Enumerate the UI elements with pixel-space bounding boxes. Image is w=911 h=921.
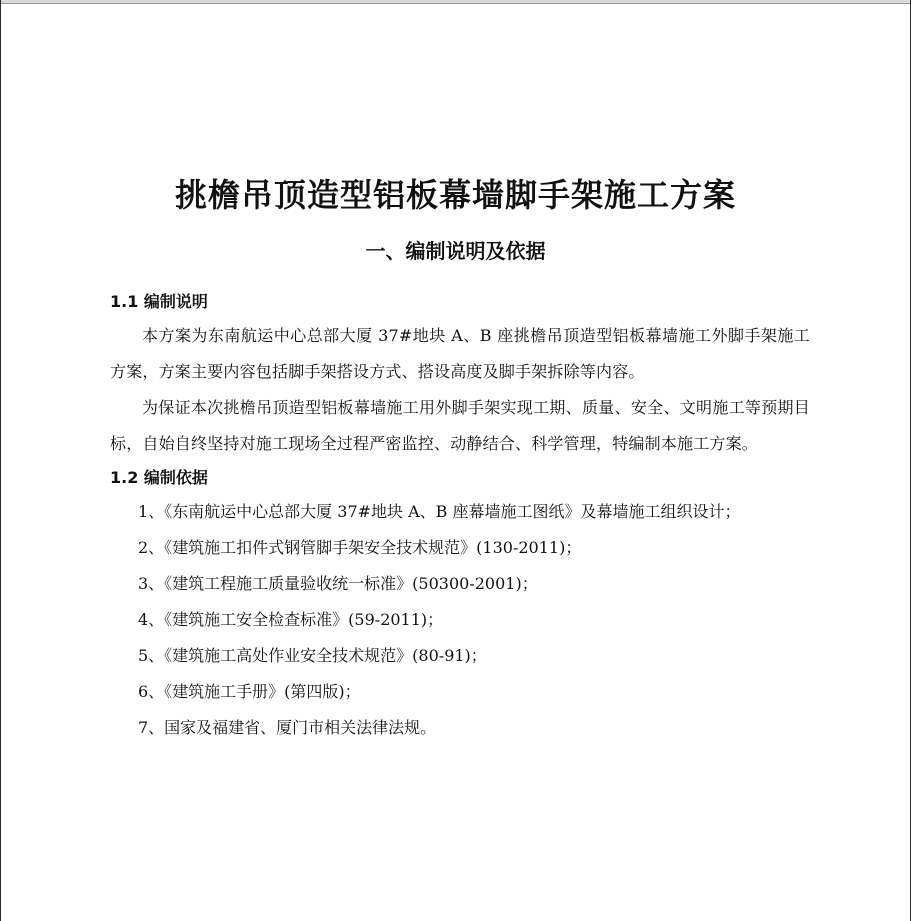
section-heading: 一、编制说明及依据 <box>365 239 546 263</box>
list-item: 2、《建筑施工扣件式钢管脚手架安全技术规范》(130-2011)； <box>138 538 582 557</box>
list-item: 4、《建筑施工安全检查标准》(59-2011)； <box>138 610 444 629</box>
paragraph: 为保证本次挑檐吊顶造型铝板幕墙施工用外脚手架实现工期、质量、安全、文明施工等预期目标，自始自终坚持对施工现场全过程严密监控、动静结合、科学管理，特编制本施工方案。 <box>110 398 810 453</box>
subheading-1-1: 1.1 编制说明 <box>110 292 208 311</box>
document-title: 挑檐吊顶造型铝板幕墙脚手架施工方案 <box>174 176 736 214</box>
list-item: 5、《建筑施工高处作业安全技术规范》(80-91)； <box>138 646 487 665</box>
list-item: 1、《东南航运中心总部大厦 37#地块 A、B 座幕墙施工图纸》及幕墙施工组织设计； <box>138 502 741 521</box>
document-body <box>110 286 810 746</box>
basis-list <box>110 494 810 746</box>
list-item: 3、《建筑工程施工质量验收统一标准》(50300-2001)； <box>138 574 538 593</box>
subheading-1-2: 1.2 编制依据 <box>110 468 208 487</box>
list-item: 7、国家及福建省、厦门市相关法律法规。 <box>138 718 437 737</box>
paragraph: 本方案为东南航运中心总部大厦 37#地块 A、B 座挑檐吊顶造型铝板幕墙施工外脚手架施工方案，方案主要内容包括脚手架搭设方式、搭设高度及脚手架拆除等内容。 <box>110 326 810 381</box>
list-item: 6、《建筑施工手册》(第四版)； <box>138 682 361 701</box>
